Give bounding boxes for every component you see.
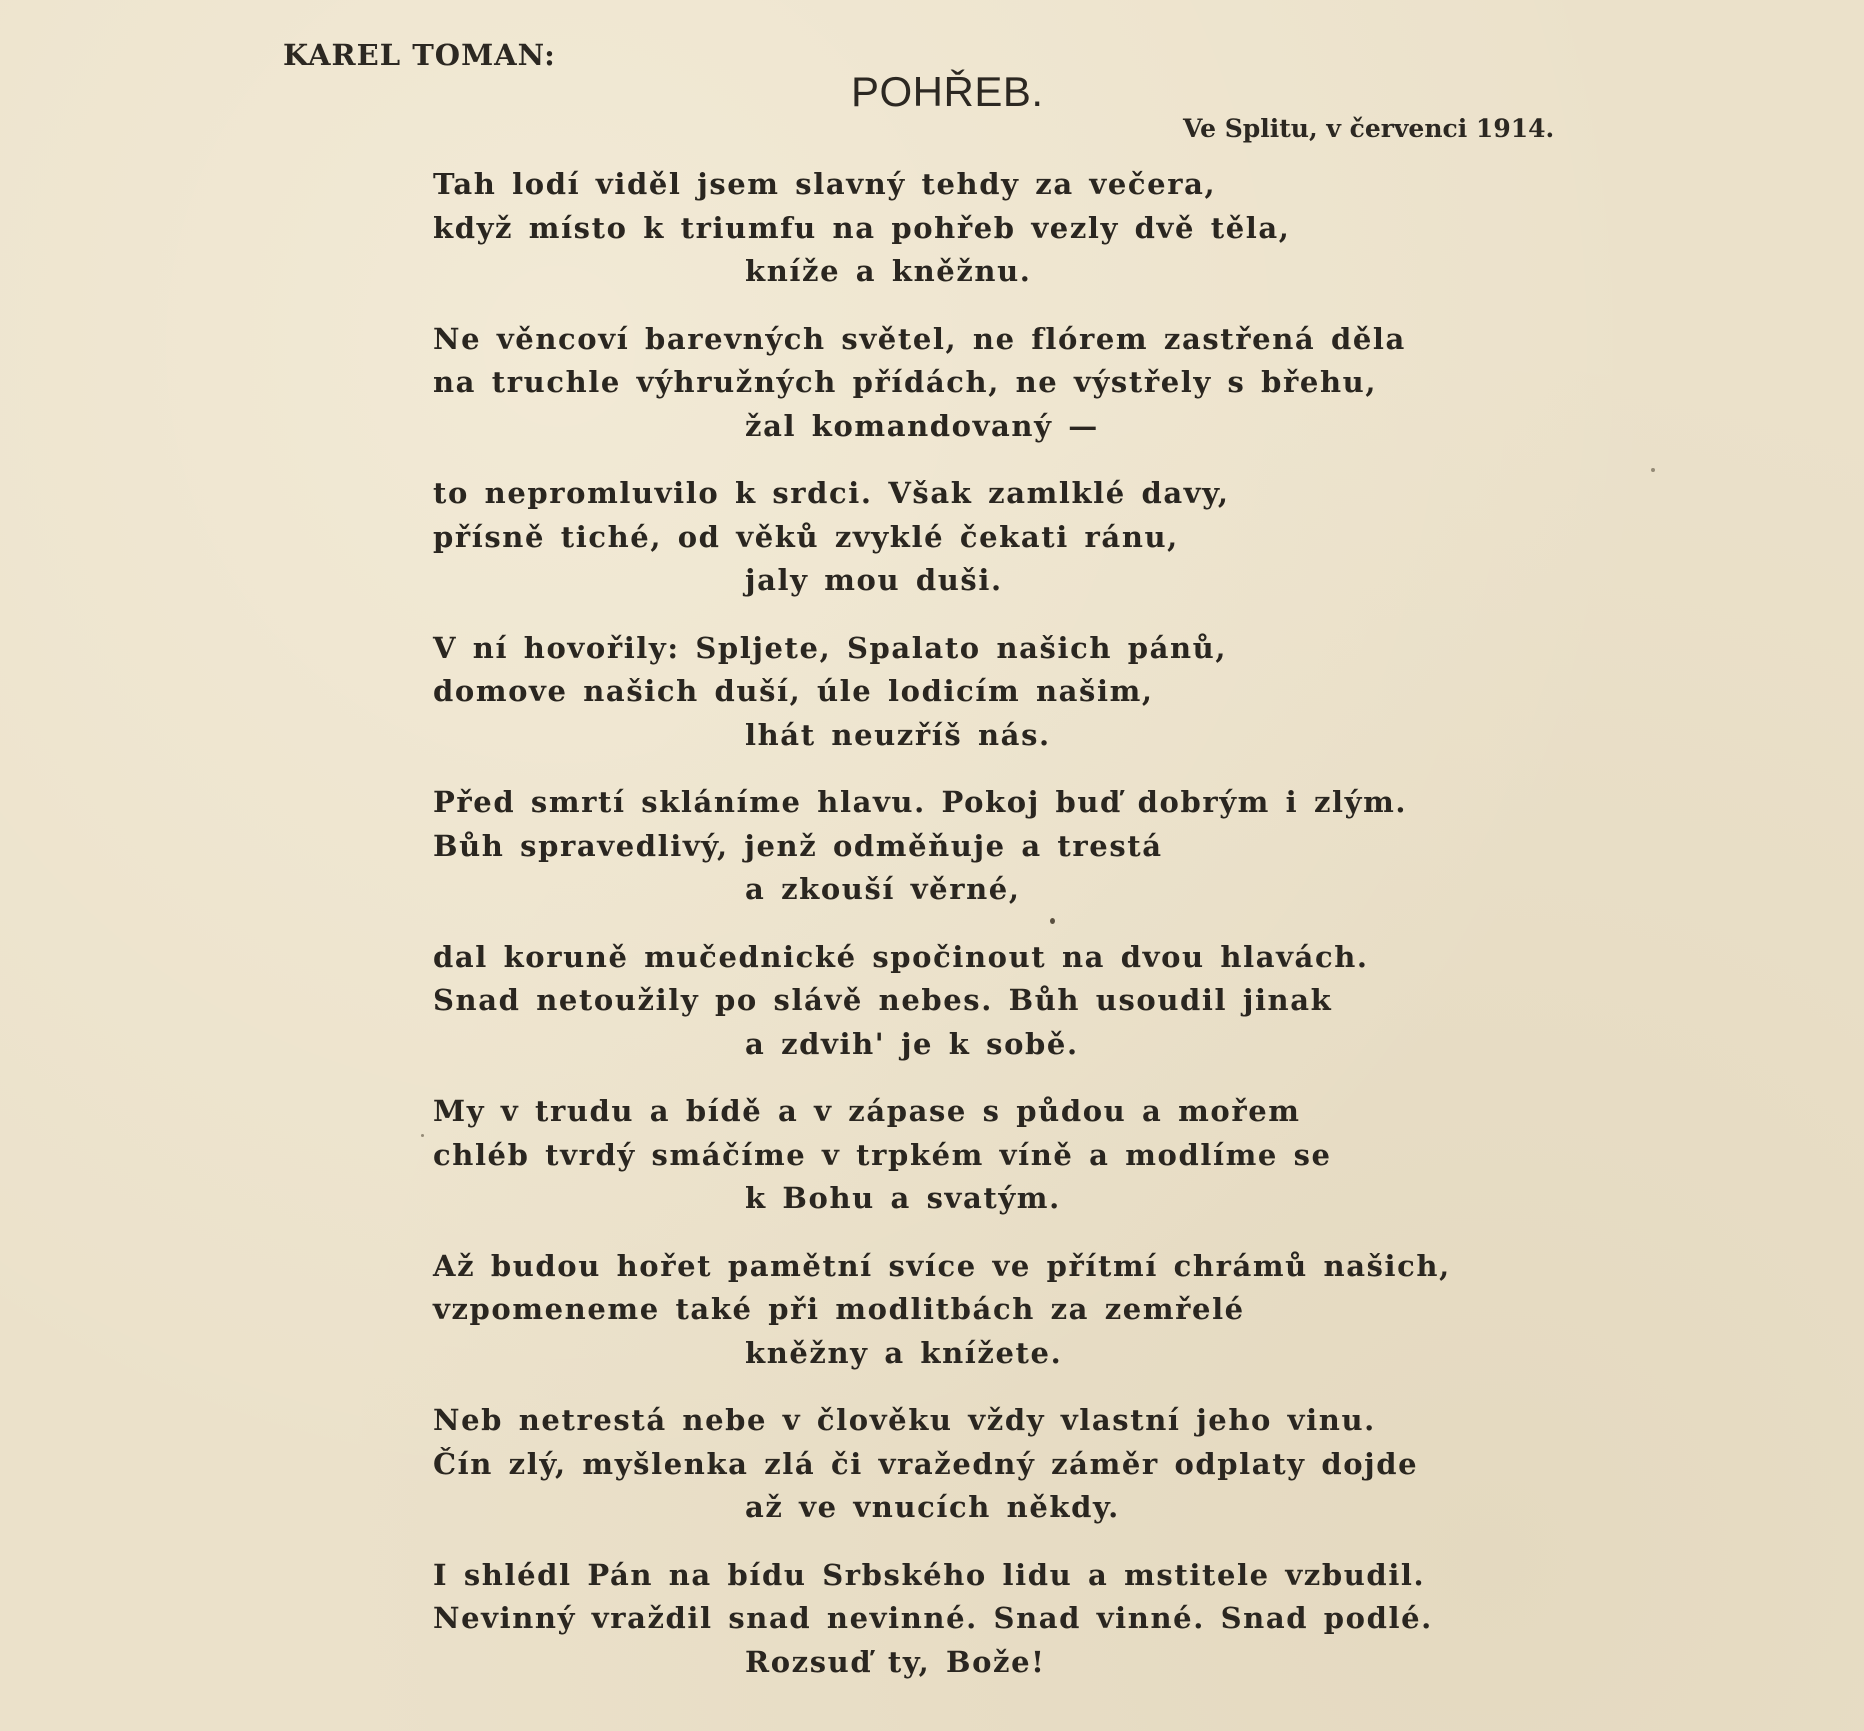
poem-line: to nepromluvilo k srdci. Však zamlklé davy,	[433, 476, 1230, 510]
poem-line: přísně tiché, od věků zvyklé čekati ránu,	[433, 519, 1179, 554]
poem-line: a zdvih' je k sobě.	[745, 1026, 1079, 1061]
paper-speck	[421, 1134, 424, 1137]
poem-line: kníže a kněžnu.	[745, 254, 1032, 288]
poem-dateline: Ve Splitu, v červenci 1914.	[1183, 114, 1555, 143]
poem-body	[433, 163, 1533, 1708]
poem-line: žal komandovaný —	[745, 408, 1099, 443]
poem-line: a zkouší věrné,	[745, 872, 1021, 906]
stanza	[433, 163, 1533, 294]
poem-line: Ne věncoví barevných světel, ne flórem zastřená děla	[433, 321, 1406, 356]
poem-line: Čín zlý, myšlenka zlá či vražedný záměr odplaty dojde	[433, 1446, 1419, 1481]
poem-title: POHŘEB.	[851, 68, 1044, 115]
poem-line: My v trudu a bídě a v zápase s půdou a mořem	[433, 1094, 1301, 1128]
poem-line: Snad netoužily po slávě nebes. Bůh usoudil jinak	[433, 983, 1333, 1017]
poem-line: I shlédl Pán na bídu Srbského lidu a mstitele vzbudil.	[433, 1557, 1426, 1592]
author-name: KAREL TOMAN:	[283, 38, 556, 72]
poem-line: vzpomeneme také při modlitbách za zemřelé	[433, 1292, 1245, 1326]
poem-line: Až budou hořet pamětní svíce ve přítmí chrámů našich,	[433, 1248, 1451, 1283]
poem-line: lhát neuzříš nás.	[745, 717, 1051, 752]
poem-line: jaly mou duši.	[745, 563, 1003, 597]
stanza	[433, 627, 1533, 758]
poem-line: až ve vnucích někdy.	[745, 1490, 1120, 1524]
stanza	[433, 781, 1533, 912]
stanza	[433, 1554, 1533, 1685]
poem-line: Neb netrestá nebe v člověku vždy vlastní jeho vinu.	[433, 1403, 1376, 1437]
poem-line: když místo k triumfu na pohřeb vezly dvě těla,	[433, 210, 1291, 245]
paper-speck	[1651, 468, 1655, 472]
poem-line: k Bohu a svatým.	[745, 1181, 1061, 1215]
poem-line: domove našich duší, úle lodicím našim,	[433, 674, 1154, 708]
stanza	[433, 1245, 1533, 1376]
poem-line: Nevinný vraždil snad nevinné. Snad vinné. Snad podlé.	[433, 1601, 1433, 1635]
poem-line: Bůh spravedlivý, jenž odměňuje a trestá	[433, 828, 1163, 863]
poem-line: Rozsuď ty, Bože!	[745, 1644, 1046, 1679]
poem-line: Před smrtí skláníme hlavu. Pokoj buď dobrým i zlým.	[433, 785, 1408, 819]
stanza	[433, 472, 1533, 603]
poem-line: kněžny a knížete.	[745, 1335, 1063, 1370]
stanza	[433, 1399, 1533, 1530]
poem-line: na truchle výhružných přídách, ne výstřely s břehu,	[433, 365, 1378, 399]
poem-line: Tah lodí viděl jsem slavný tehdy za večera,	[433, 167, 1217, 201]
poem-line: V ní hovořily: Spljete, Spalato našich pánů,	[433, 630, 1228, 665]
paper-speck	[1050, 918, 1055, 924]
stanza	[433, 936, 1533, 1067]
stanza	[433, 318, 1533, 449]
poem-line: chléb tvrdý smáčíme v trpkém víně a modlíme se	[433, 1137, 1332, 1172]
poem-line: dal koruně mučednické spočinout na dvou hlavách.	[433, 939, 1369, 974]
stanza	[433, 1090, 1533, 1221]
